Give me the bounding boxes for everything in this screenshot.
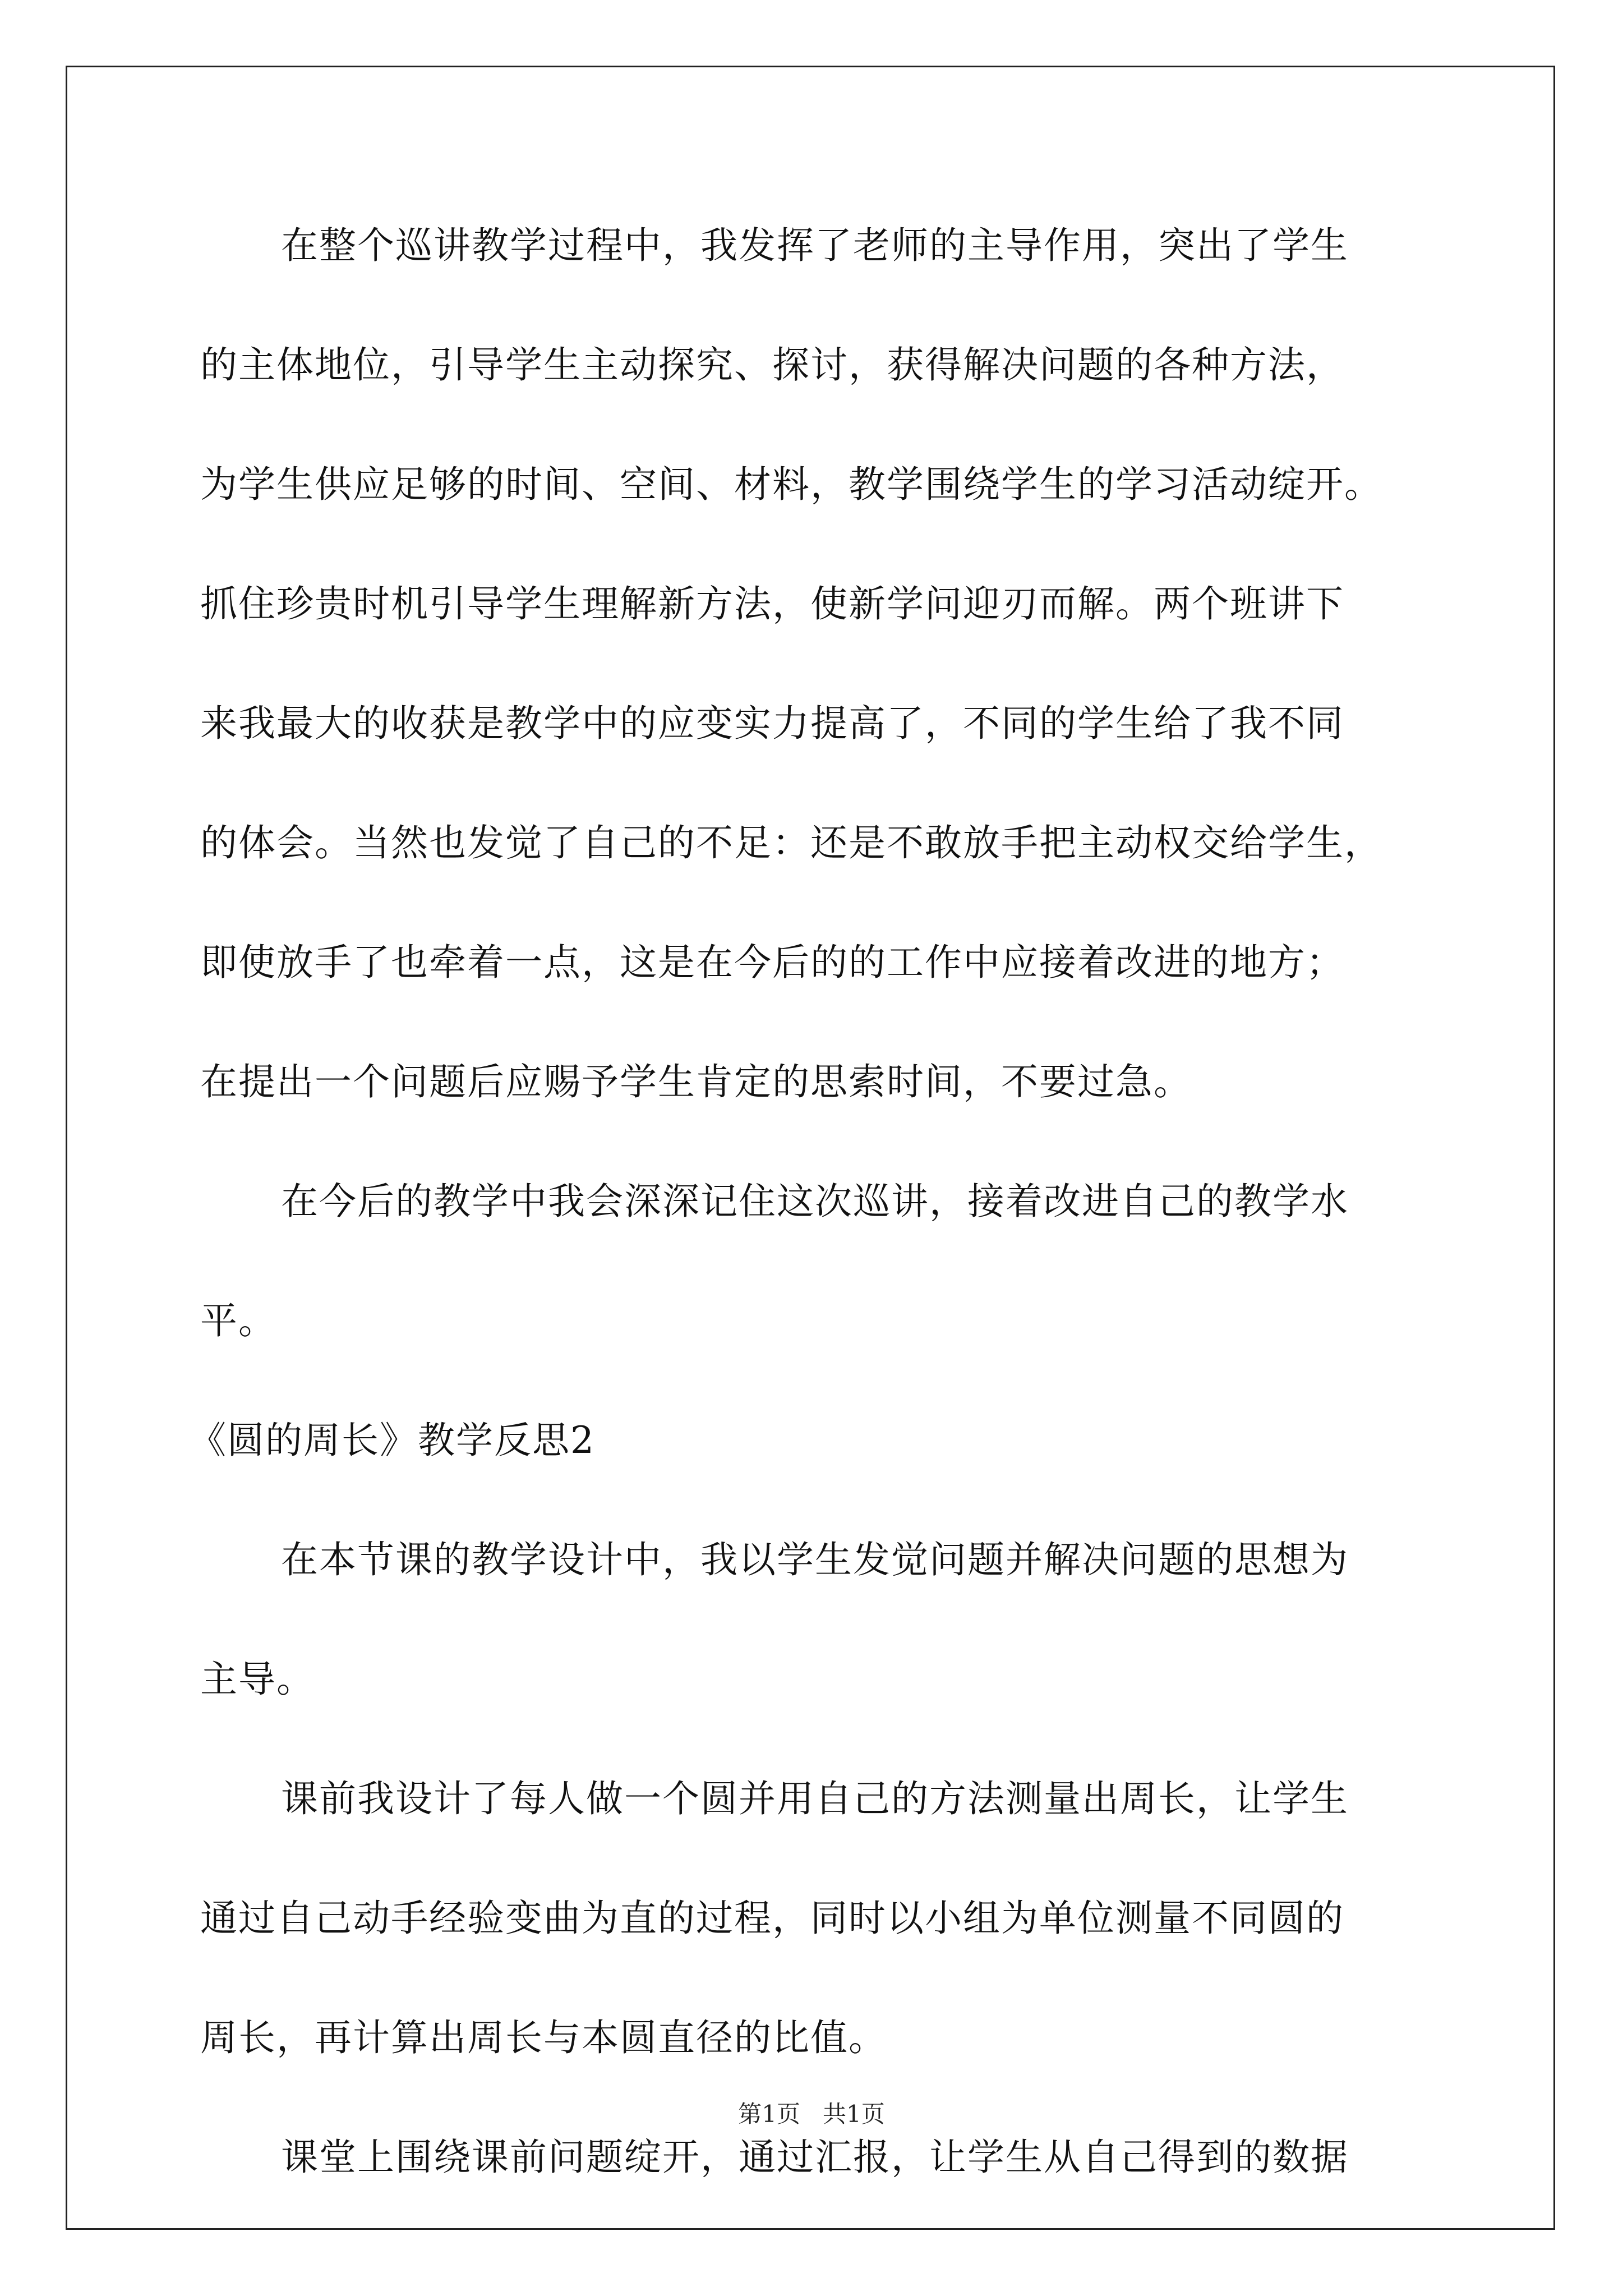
paragraph-line: 抓住珍贵时机引导学生理解新方法，使新学问迎刃而解。两个班讲下 <box>200 582 1344 625</box>
paragraph-line: 在提出一个问题后应赐予学生肯定的思索时间，不要过急。 <box>200 1060 1192 1103</box>
paragraph-line: 即使放手了也牵着一点，这是在今后的的工作中应接着改进的地方； <box>200 941 1344 984</box>
page-number-footer: 第1页 共1页 <box>738 2100 885 2128</box>
paragraph-line: 在整个巡讲教学过程中，我发挥了老师的主导作用，突出了学生 <box>281 224 1349 267</box>
paragraph-line: 在今后的教学中我会深深记住这次巡讲，接着改进自己的教学水 <box>281 1180 1349 1223</box>
paragraph-line: 主导。 <box>200 1658 315 1701</box>
paragraph-line: 课前我设计了每人做一个圆并用自己的方法测量出周长，让学生 <box>281 1777 1349 1820</box>
document-body <box>189 220 1434 2252</box>
paragraph-line: 为学生供应足够的时间、空间、材料，教学围绕学生的学习活动绽开。 <box>200 463 1382 506</box>
section-heading: 《圆的周长》教学反思2 <box>189 1419 595 1462</box>
paragraph-line: 周长，再计算出周长与本圆直径的比值。 <box>200 2016 887 2059</box>
paragraph-line: 在本节课的教学设计中，我以学生发觉问题并解决问题的思想为 <box>281 1538 1349 1581</box>
paragraph-line: 的体会。当然也发觉了自己的不足：还是不敢放手把主动权交给学生， <box>200 821 1382 864</box>
paragraph-line: 平。 <box>200 1299 276 1342</box>
paragraph-line: 通过自己动手经验变曲为直的过程，同时以小组为单位测量不同圆的 <box>200 1897 1344 1940</box>
paragraph-line: 课堂上围绕课前问题绽开，通过汇报，让学生从自己得到的数据 <box>281 2136 1349 2179</box>
paragraph-line: 的主体地位，引导学生主动探究、探讨，获得解决问题的各种方法， <box>200 343 1344 386</box>
paragraph-line: 来我最大的收获是教学中的应变实力提高了，不同的学生给了我不同 <box>200 702 1344 745</box>
